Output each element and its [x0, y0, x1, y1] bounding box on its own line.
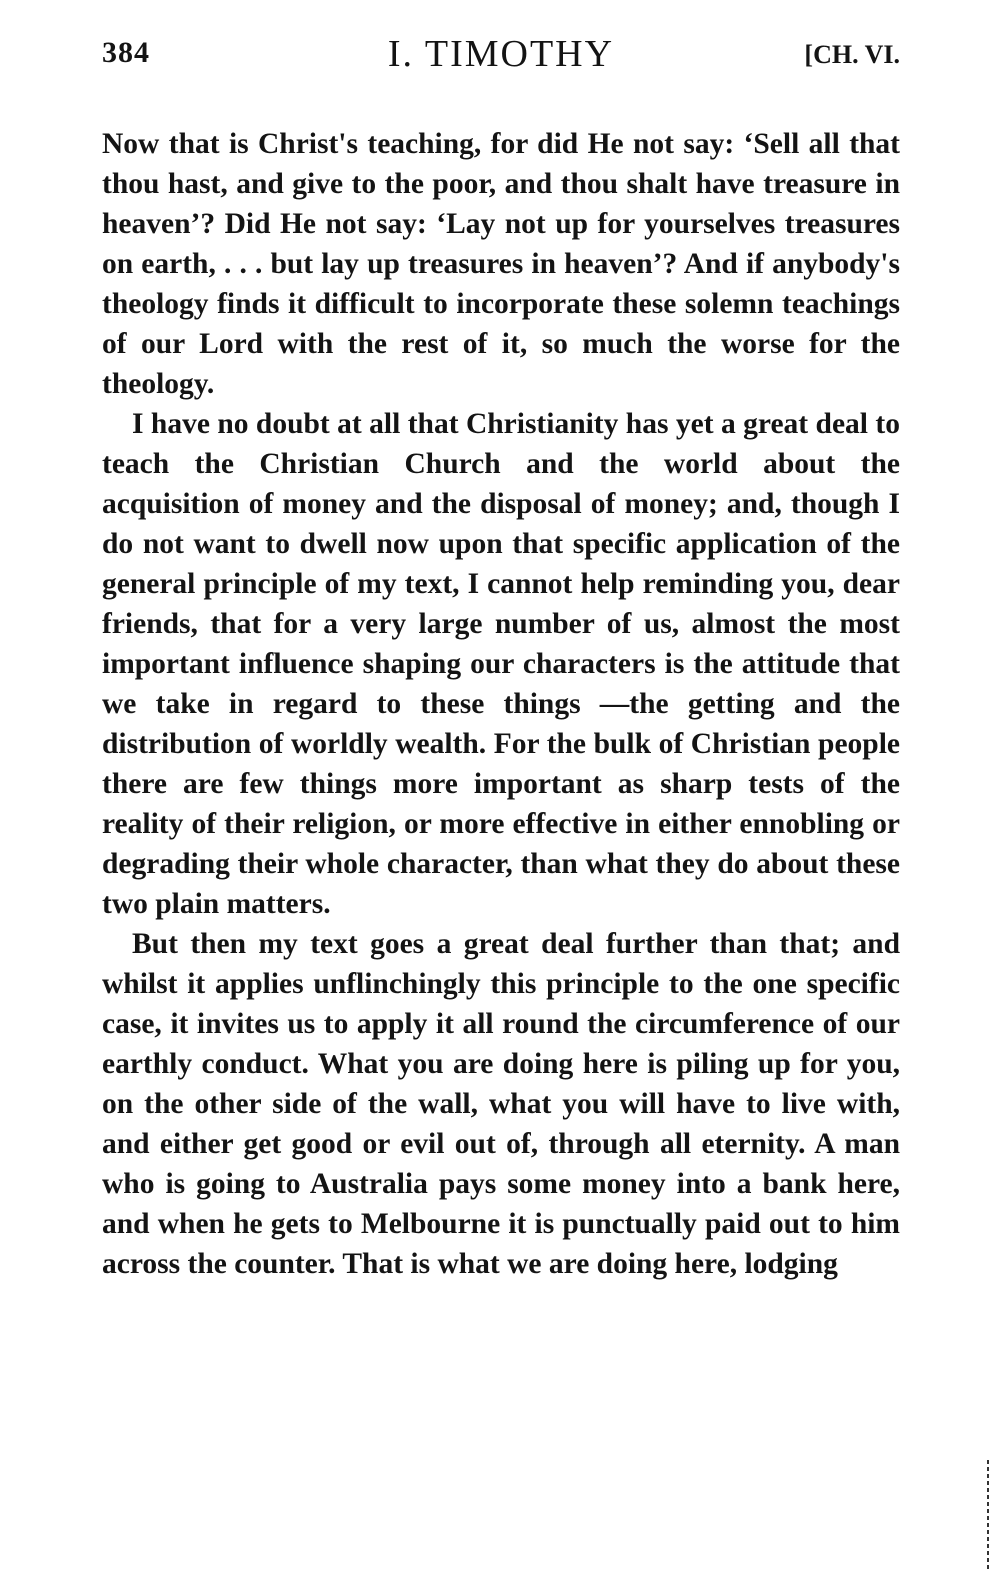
running-title: I. TIMOTHY [387, 33, 615, 75]
running-header [102, 28, 900, 84]
book-page [102, 28, 900, 1284]
page-number: 384 [102, 36, 150, 69]
scan-edge-mark [987, 1460, 989, 1570]
chapter-reference: [CH. VI. [804, 40, 900, 69]
paragraph-3: But then my text goes a great deal further than that; and whilst it applies unflinchingly this principle to the one specific case, it invites us to apply it all round the circumference of our earthly conduct. What you are doing here is piling up for you, on the other side of the wall, what you will have to live with, and either get good or evil out of, through all eternity. A man who is going to Australia pays some money into a bank here, and when he gets to Melbourne it is punctually paid out to him across the counter. That is what we are doing here, lodging [102, 928, 900, 1280]
paragraph-2: I have no doubt at all that Christianity has yet a great deal to teach the Christian Church and the world about the acquisition of money and the disposal of money; and, though I do not want to dwell now upon that specific application of the general principle of my text, I cannot help reminding you, dear friends, that for a very large number of us, almost the most important influence shaping our characters is the attitude that we take in regard to these things —the getting and the distribution of worldly wealth. For the bulk of Christian people there are few things more important as sharp tests of the reality of their religion, or more effective in either ennobling or degrading their whole character, than what they do about these two plain matters. [102, 408, 900, 920]
paragraph-1: Now that is Christ's teaching, for did He not say: ‘Sell all that thou hast, and give to the poor, and thou shalt have treasure in heaven’? Did He not say: ‘Lay not up for yourselves treasures on earth, . . . but lay up treasures in heaven’? And if anybody's theology finds it difficult to incorporate these solemn teachings of our Lord with the rest of it, so much the worse for the theology. [102, 128, 900, 400]
body-text [102, 124, 900, 1284]
